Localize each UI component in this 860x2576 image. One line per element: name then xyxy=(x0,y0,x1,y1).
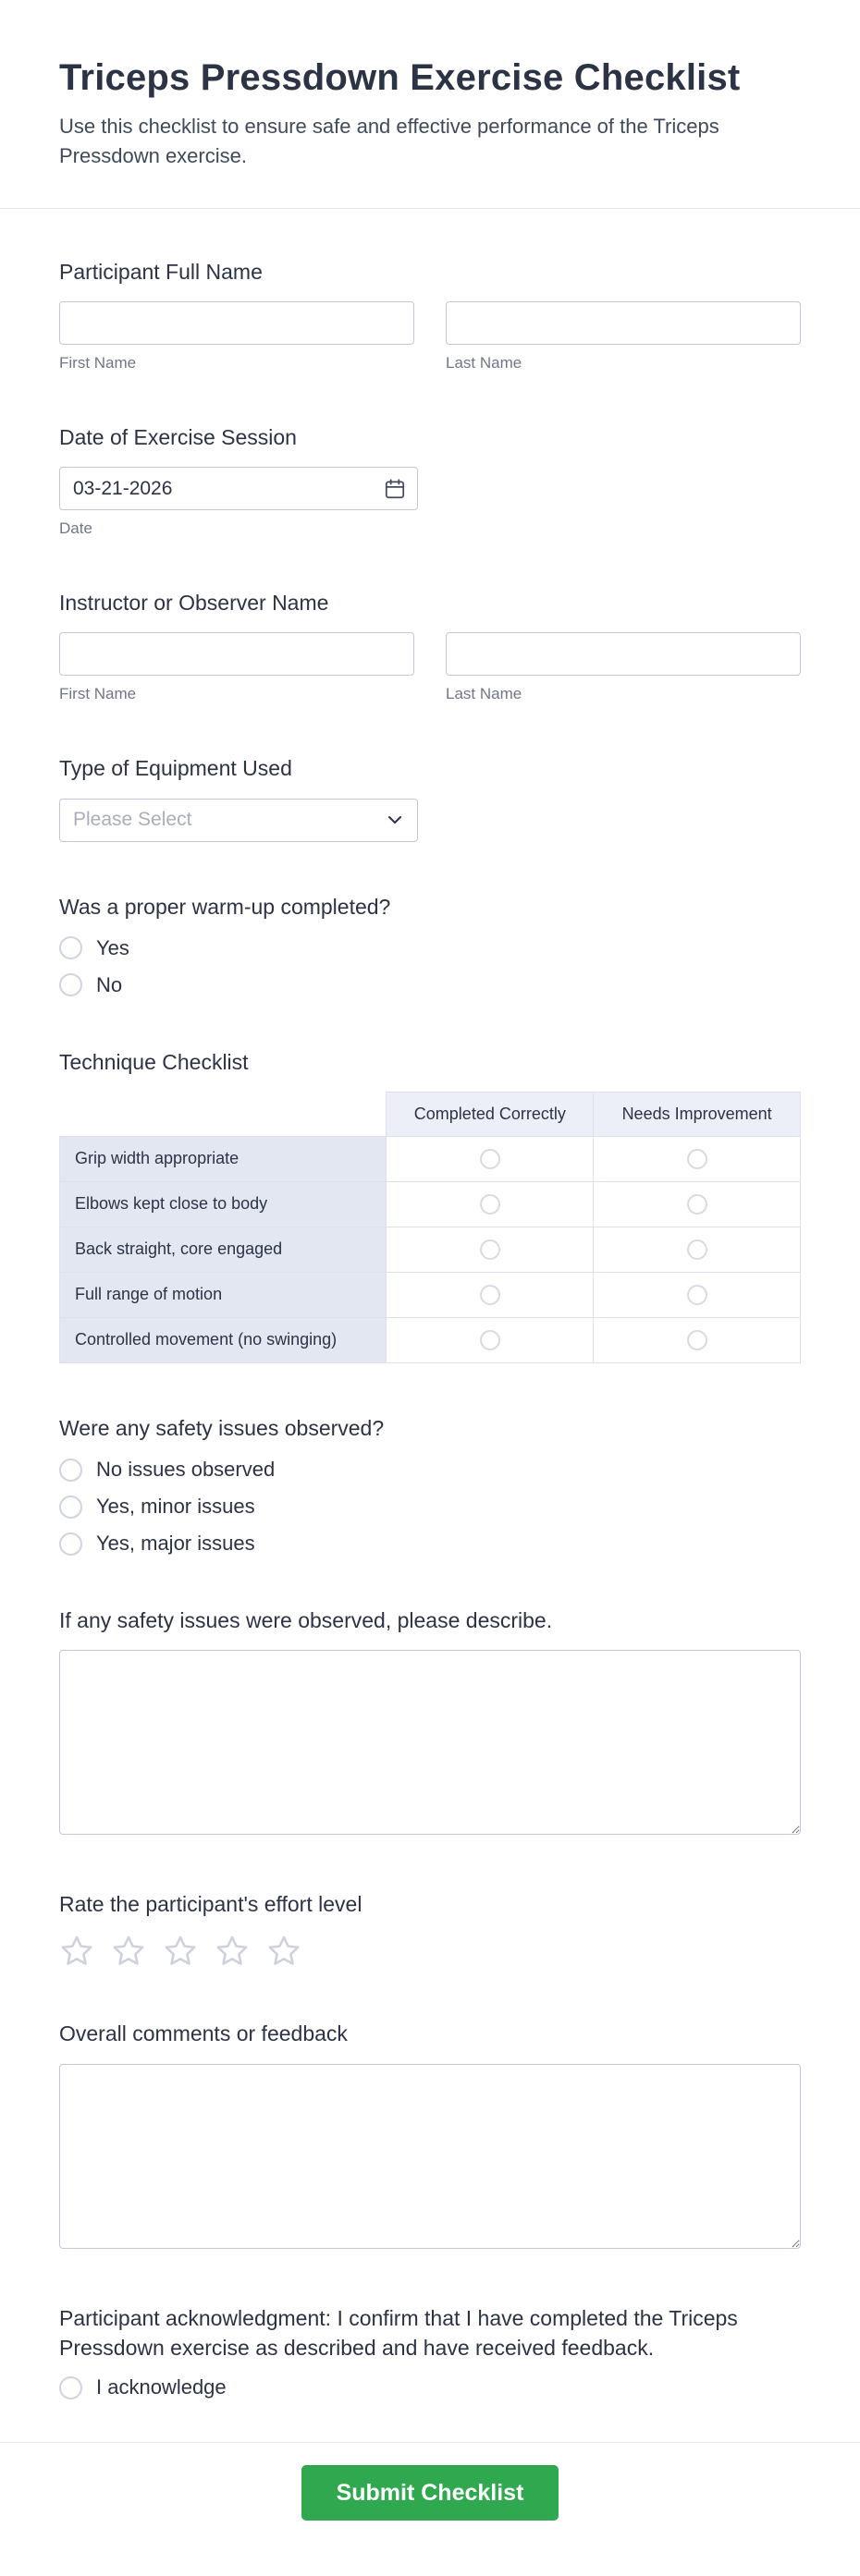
safety-option-minor-label: Yes, minor issues xyxy=(96,1495,255,1519)
star-icon[interactable] xyxy=(59,1934,94,1969)
star-icon[interactable] xyxy=(215,1934,250,1969)
chevron-down-icon xyxy=(384,809,406,831)
warmup-label: Was a proper warm-up completed? xyxy=(59,894,391,919)
page-subtitle: Use this checklist to ensure safe and effective performance of the Triceps Pressdown exercise. xyxy=(59,115,719,167)
matrix-radio-icon[interactable] xyxy=(687,1239,707,1260)
field-safety-describe xyxy=(59,1605,801,1839)
safety-option-minor[interactable] xyxy=(59,1495,801,1519)
field-equipment xyxy=(59,753,801,841)
matrix-radio-icon[interactable] xyxy=(480,1330,500,1350)
safety-label: Were any safety issues observed? xyxy=(59,1415,385,1440)
instructor-first-name-sublabel: First Name xyxy=(59,685,137,703)
field-technique-checklist xyxy=(59,1047,801,1363)
field-effort-rating xyxy=(59,1889,801,1969)
form-body xyxy=(0,209,860,2442)
session-date-input[interactable] xyxy=(59,467,418,510)
matrix-radio-icon[interactable] xyxy=(480,1239,500,1260)
warmup-option-yes[interactable] xyxy=(59,936,801,960)
effort-label: Rate the participant's effort level xyxy=(59,1892,362,1917)
acknowledgment-option-label: I acknowledge xyxy=(96,2375,227,2399)
matrix-radio-icon[interactable] xyxy=(480,1149,500,1169)
acknowledgment-option[interactable] xyxy=(59,2375,801,2399)
acknowledgment-label: Participant acknowledgment: I confirm that I have completed the Triceps Pressdown exercise as described and have received feedback. xyxy=(59,2305,738,2360)
matrix-row-header: Back straight, core engaged xyxy=(60,1227,387,1272)
table-row xyxy=(60,1227,801,1272)
safety-radio-group xyxy=(59,1458,801,1556)
field-warmup xyxy=(59,892,801,997)
comments-label: Overall comments or feedback xyxy=(59,2021,348,2046)
matrix-radio-icon[interactable] xyxy=(687,1149,707,1169)
field-instructor-name xyxy=(59,588,801,703)
radio-icon[interactable] xyxy=(59,973,82,996)
matrix-corner-cell xyxy=(60,1092,387,1136)
safety-option-major-label: Yes, major issues xyxy=(96,1532,255,1556)
safety-option-none[interactable] xyxy=(59,1458,801,1482)
submit-button[interactable]: Submit Checklist xyxy=(301,2465,559,2521)
matrix-row-header: Full range of motion xyxy=(60,1272,387,1317)
technique-matrix xyxy=(59,1092,801,1363)
star-icon[interactable] xyxy=(163,1934,198,1969)
equipment-select-placeholder: Please Select xyxy=(73,809,192,831)
field-safety-issues xyxy=(59,1413,801,1556)
matrix-column-header: Completed Correctly xyxy=(387,1092,594,1136)
safety-describe-textarea[interactable] xyxy=(59,1650,801,1835)
equipment-select[interactable] xyxy=(59,799,418,842)
participant-last-name-sublabel: Last Name xyxy=(446,353,522,372)
field-participant-name xyxy=(59,257,801,372)
instructor-first-name-input[interactable] xyxy=(59,632,414,676)
matrix-column-header: Needs Improvement xyxy=(594,1092,801,1136)
safety-option-none-label: No issues observed xyxy=(96,1458,276,1482)
matrix-radio-icon[interactable] xyxy=(480,1285,500,1305)
warmup-option-yes-label: Yes xyxy=(96,935,129,959)
matrix-radio-icon[interactable] xyxy=(480,1194,500,1215)
radio-icon[interactable] xyxy=(59,2376,82,2399)
instructor-last-name-sublabel: Last Name xyxy=(446,685,522,703)
equipment-label: Type of Equipment Used xyxy=(59,756,292,781)
table-row xyxy=(60,1181,801,1227)
table-row xyxy=(60,1317,801,1362)
session-date-label: Date of Exercise Session xyxy=(59,424,297,449)
participant-first-name-sublabel: First Name xyxy=(59,353,137,372)
radio-icon[interactable] xyxy=(59,936,82,959)
table-row xyxy=(60,1136,801,1181)
field-acknowledgment xyxy=(59,2303,801,2399)
instructor-name-label: Instructor or Observer Name xyxy=(59,591,329,616)
calendar-icon[interactable] xyxy=(383,477,407,501)
technique-label: Technique Checklist xyxy=(59,1049,249,1074)
matrix-row-header: Controlled movement (no swinging) xyxy=(60,1317,387,1362)
form-footer xyxy=(0,2442,860,2576)
safety-describe-label: If any safety issues were observed, please describe. xyxy=(59,1608,553,1633)
radio-icon[interactable] xyxy=(59,1496,82,1519)
star-rating xyxy=(59,1934,801,1969)
instructor-last-name-input[interactable] xyxy=(446,632,801,676)
warmup-radio-group xyxy=(59,936,801,997)
matrix-radio-icon[interactable] xyxy=(687,1330,707,1350)
comments-textarea[interactable] xyxy=(59,2064,801,2249)
safety-option-major[interactable] xyxy=(59,1532,801,1556)
page-title: Triceps Pressdown Exercise Checklist xyxy=(59,57,741,98)
star-icon[interactable] xyxy=(266,1934,301,1969)
participant-last-name-input[interactable] xyxy=(446,301,801,345)
participant-first-name-input[interactable] xyxy=(59,301,414,345)
field-comments xyxy=(59,2019,801,2252)
warmup-option-no-label: No xyxy=(96,972,123,996)
form-header xyxy=(0,0,860,209)
star-icon[interactable] xyxy=(111,1934,146,1969)
participant-name-label: Participant Full Name xyxy=(59,259,263,284)
matrix-row-header: Grip width appropriate xyxy=(60,1136,387,1181)
field-session-date xyxy=(59,422,801,538)
radio-icon[interactable] xyxy=(59,1459,82,1482)
matrix-row-header: Elbows kept close to body xyxy=(60,1181,387,1227)
radio-icon[interactable] xyxy=(59,1532,82,1556)
table-row xyxy=(60,1272,801,1317)
matrix-radio-icon[interactable] xyxy=(687,1194,707,1215)
warmup-option-no[interactable] xyxy=(59,973,801,997)
matrix-radio-icon[interactable] xyxy=(687,1285,707,1305)
session-date-sublabel: Date xyxy=(59,519,92,538)
